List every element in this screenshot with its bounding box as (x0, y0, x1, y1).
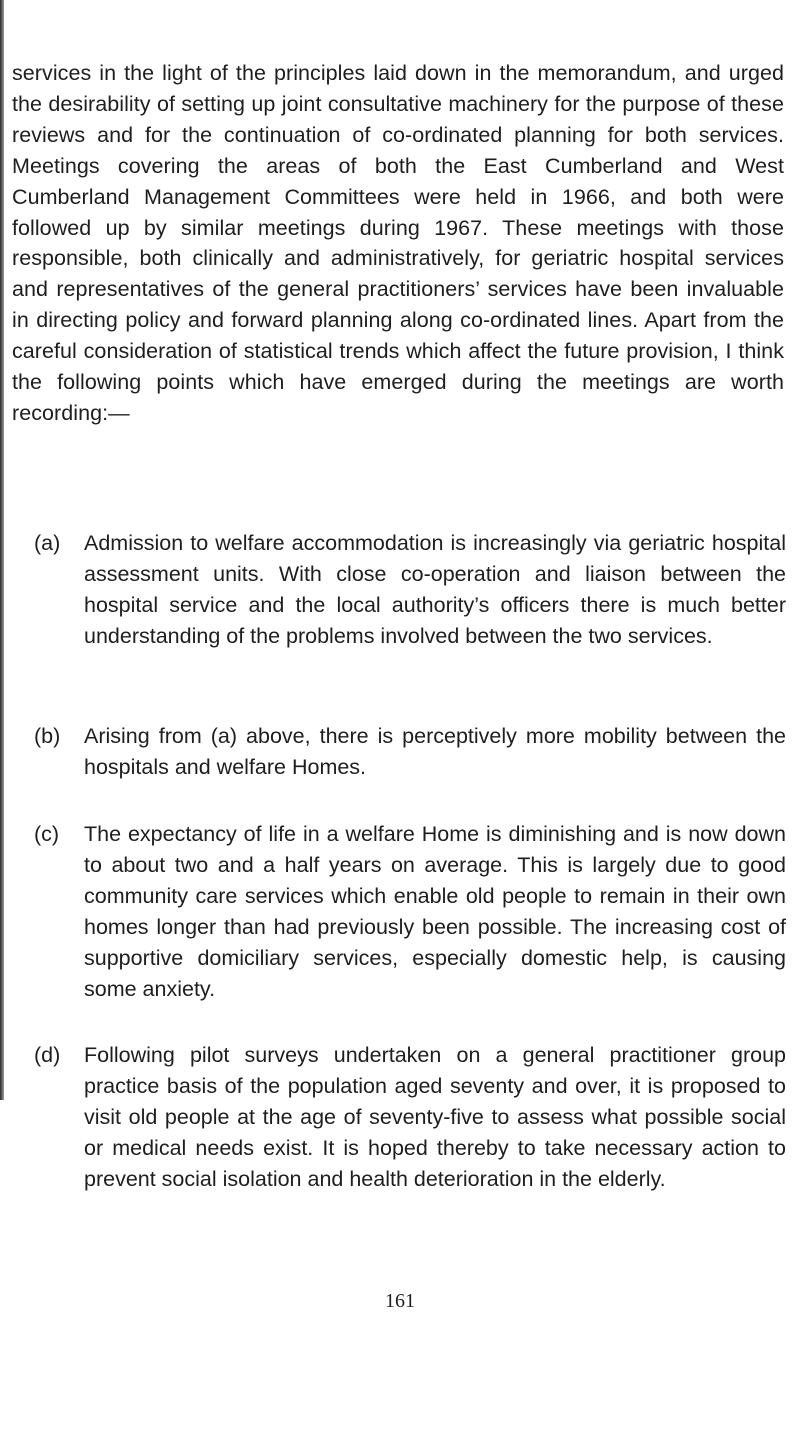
list-item-c (34, 819, 786, 1004)
list-item-text: Arising from (a) above, there is perceptively more mobility between the hospitals and welfare Homes. (84, 724, 786, 779)
list-item-a (34, 528, 786, 652)
list-item-text: Following pilot surveys undertaken on a general practitioner group practice basis of the population aged seventy and over, it is proposed to visit old people at the age of seventy-five to assess what possible social or medical needs exist. It is hoped thereby to take necessary action to prevent social isolation and health deterioration in the elderly. (84, 1043, 786, 1191)
list-item-label: (d) (34, 1043, 61, 1067)
intro-paragraph: services in the light of the principles laid down in the memorandum, and urged the desirability of setting up joint consultative machinery for the purpose of these reviews and for the continuation of co-ordinated planning for both services. Meetings covering the areas of both the East Cumberland and West Cumberland Management Committees were held in 1966, and both were followed up by similar meetings during 1967. These meetings with those responsible, both clinically and administratively, for geriatric hospital services and representatives of the general practitioners’ services have been invaluable in directing policy and forward planning along co-ordinated lines. Apart from the careful consideration of statistical trends which affect the future provision, I think the following points which have emerged during the meetings are worth recording:— (12, 61, 784, 425)
list-item-text: Admission to welfare accommodation is increasingly via geriatric hospital assessment units. With close co-operation and liaison between the hospital service and the local authority’s officers there is much better understanding of the problems involved between the two services. (84, 531, 786, 648)
list-item-label: (c) (34, 822, 60, 846)
list-item-label: (a) (34, 531, 61, 555)
list-item-d (34, 1040, 786, 1195)
list-item-label: (b) (34, 724, 61, 748)
list-item-text: The expectancy of life in a welfare Home is diminishing and is now down to about two and a half years on average. This is largely due to good community care services which enable old people to remain in their own homes longer than had previously been possible. The increasing cost of supportive domiciliary services, especially domestic help, is causing some anxiety. (84, 822, 786, 1001)
list-item-b (34, 721, 786, 783)
page-number: 161 (385, 1290, 415, 1312)
